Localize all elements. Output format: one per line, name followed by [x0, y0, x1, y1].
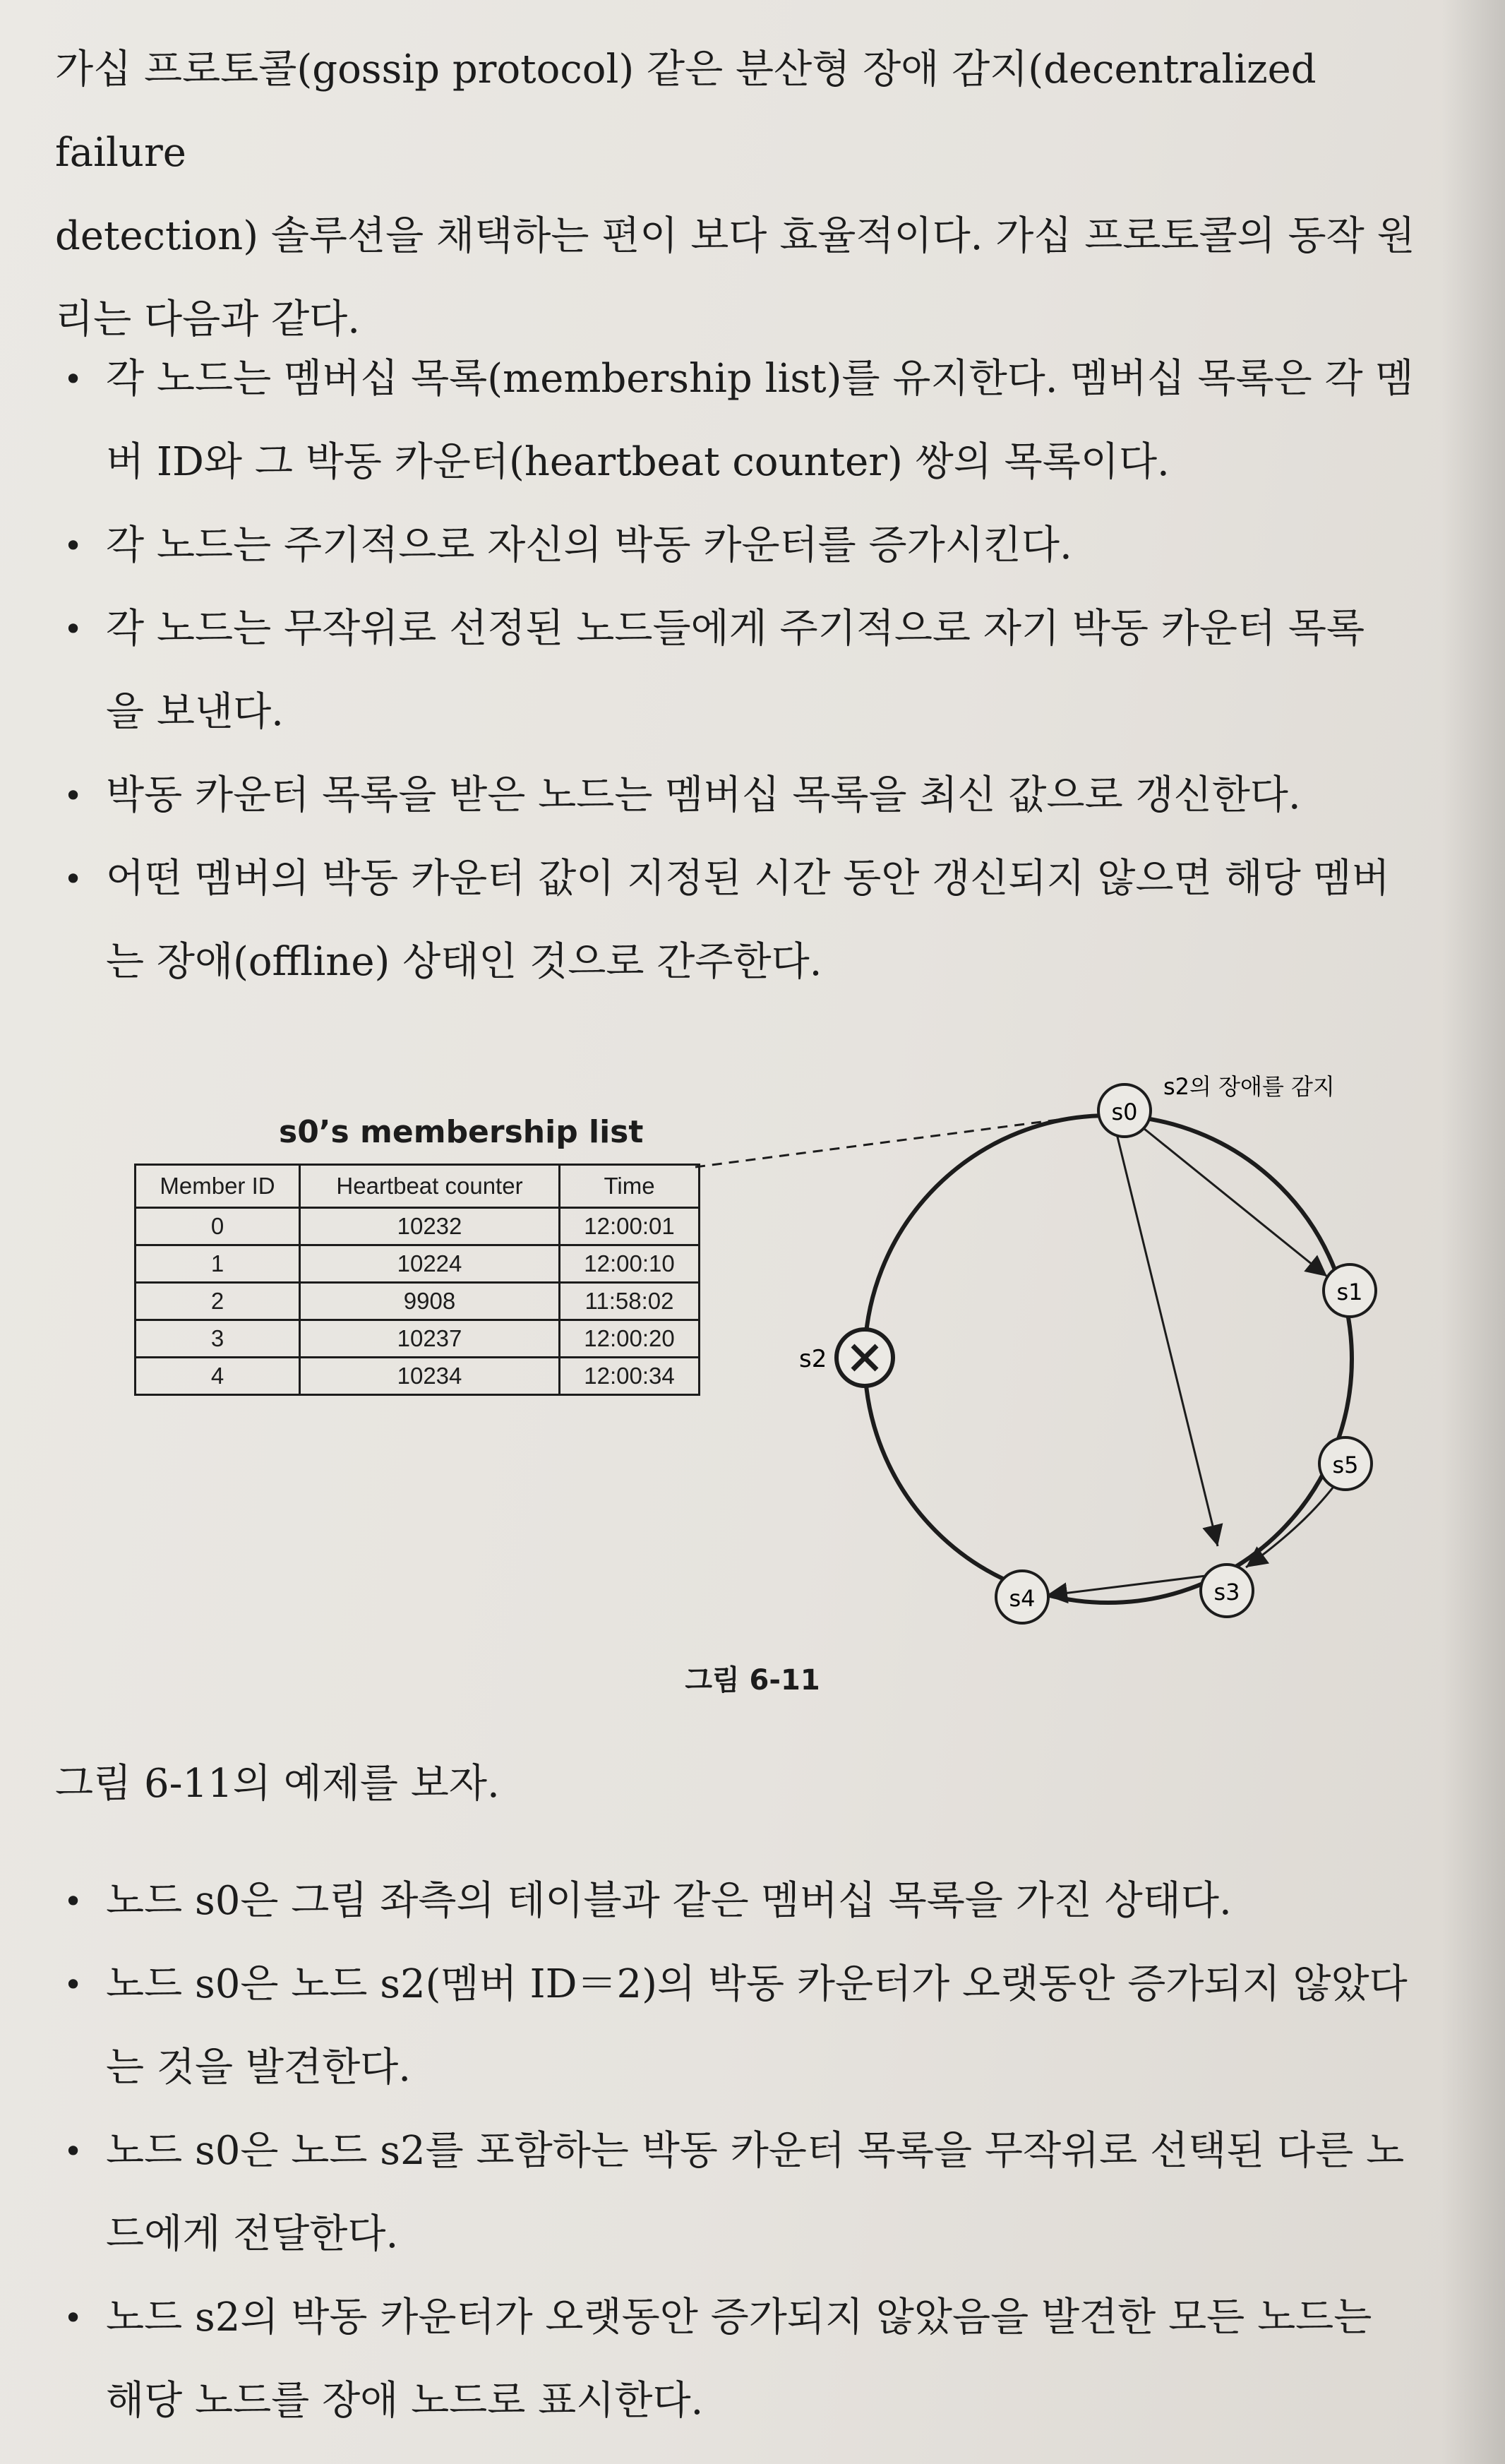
membership-list-title: s0’s membership list — [279, 1114, 644, 1150]
heartbeat-cell: 10237 — [300, 1320, 560, 1358]
member-id-cell: 3 — [136, 1320, 300, 1358]
detect-annotation: s2의 장애를 감지 — [1163, 1073, 1335, 1100]
intro-paragraph — [55, 28, 1432, 361]
list-item-line: • 각 노드는 주기적으로 자신의 박동 카운터를 증가시킨다. — [106, 522, 1072, 568]
ring — [865, 1116, 1352, 1603]
intro-line: 가십 프로토콜(gossip protocol) 같은 분산형 장애 감지(decentralized failure — [55, 47, 1317, 176]
list-item-line: • 노드 s2의 박동 카운터가 오랫동안 증가되지 않았음을 발견한 모든 노드는 — [106, 2295, 1372, 2340]
list-item-line: • 각 노드는 무작위로 선정된 노드들에게 주기적으로 자기 박동 카운터 목록 — [106, 606, 1365, 652]
heartbeat-cell: 10234 — [300, 1358, 560, 1395]
node-label: s2 — [799, 1345, 827, 1373]
list-item-line: • 노드 s0은 노드 s2(멤버 ID＝2)의 박동 카운터가 오랫동안 증가되지 않았다 — [106, 1961, 1408, 2007]
node-label: s3 — [1213, 1579, 1240, 1605]
time-cell: 12:00:20 — [560, 1320, 700, 1358]
node-s0 — [1098, 1084, 1151, 1137]
column-header: Member ID — [136, 1165, 300, 1208]
list-item — [55, 1943, 1439, 2110]
time-cell: 12:00:34 — [560, 1358, 700, 1395]
node-label: s0 — [1111, 1099, 1138, 1125]
list-item-line: 드에게 전달한다. — [106, 2211, 399, 2257]
column-header: Heartbeat counter — [300, 1165, 560, 1208]
list-item-line: • 노드 s0은 그림 좌측의 테이블과 같은 멤버십 목록을 가진 상태다. — [106, 1878, 1232, 1924]
node-label: s5 — [1332, 1452, 1359, 1478]
example-intro-line: 그림 6-11의 예제를 보자. — [55, 1761, 500, 1807]
example-list — [55, 1860, 1439, 2443]
intro-line: detection) 솔루션을 채택하는 편이 보다 효율적이다. 가십 프로토콜의 동작 원 — [55, 213, 1415, 259]
node-label: s4 — [1009, 1585, 1036, 1612]
gossip-rules-list — [55, 337, 1439, 1004]
list-item — [55, 837, 1439, 1004]
gossip-arrow-s0-s1 — [1137, 1123, 1327, 1276]
member-id-cell: 0 — [136, 1208, 300, 1245]
list-item-line: 해당 노드를 장애 노드로 표시한다. — [106, 2378, 704, 2424]
member-id-cell: 2 — [136, 1283, 300, 1320]
example-intro — [55, 1742, 1432, 1826]
list-item — [55, 2110, 1439, 2276]
member-id-cell: 1 — [136, 1245, 300, 1283]
intro-line: 리는 다음과 같다. — [55, 297, 361, 342]
list-item-line: 을 보낸다. — [106, 689, 284, 735]
list-item-line: • 각 노드는 멤버십 목록(membership list)를 유지한다. 멤버십 목록은 각 멤 — [106, 356, 1414, 402]
list-item-line: • 어떤 멤버의 박동 카운터 값이 지정된 시간 동안 갱신되지 않으면 해당 멤버 — [106, 856, 1390, 902]
time-cell: 12:00:01 — [560, 1208, 700, 1245]
heartbeat-cell: 10224 — [300, 1245, 560, 1283]
list-item — [55, 337, 1439, 504]
list-item — [55, 504, 1439, 587]
column-header: Time — [560, 1165, 700, 1208]
node-label: s1 — [1336, 1279, 1363, 1305]
list-item-line: • 노드 s0은 노드 s2를 포함하는 박동 카운터 목록을 무작위로 선택된 다른 노 — [106, 2128, 1405, 2174]
node-s3 — [1201, 1565, 1253, 1617]
member-id-cell: 4 — [136, 1358, 300, 1395]
node-s1 — [1324, 1264, 1376, 1317]
list-item-line: 는 것을 발견한다. — [106, 2045, 412, 2091]
time-cell: 11:58:02 — [560, 1283, 700, 1320]
gossip-ring-diagram — [0, 1052, 1505, 1687]
list-item-line: 버 ID와 그 박동 카운터(heartbeat counter) 쌍의 목록이다. — [106, 439, 1170, 485]
time-cell: 12:00:10 — [560, 1245, 700, 1283]
list-item — [55, 1860, 1439, 1943]
node-s5 — [1319, 1437, 1372, 1490]
heartbeat-cell: 9908 — [300, 1283, 560, 1320]
list-item — [55, 587, 1439, 754]
heartbeat-cell: 10232 — [300, 1208, 560, 1245]
table-link-dashed-line — [695, 1114, 1101, 1167]
node-s4 — [996, 1571, 1048, 1623]
gossip-arrow-s0-s3 — [1115, 1128, 1218, 1546]
list-item — [55, 754, 1439, 837]
list-item-line: • 박동 카운터 목록을 받은 노드는 멤버십 목록을 최신 값으로 갱신한다. — [106, 772, 1301, 818]
node-s2-failed — [837, 1329, 893, 1386]
figure-6-11 — [0, 1052, 1505, 1687]
list-item — [55, 2276, 1439, 2443]
list-item-line: 는 장애(offline) 상태인 것으로 간주한다. — [106, 939, 822, 985]
figure-caption: 그림 6-11 — [685, 1664, 820, 1697]
